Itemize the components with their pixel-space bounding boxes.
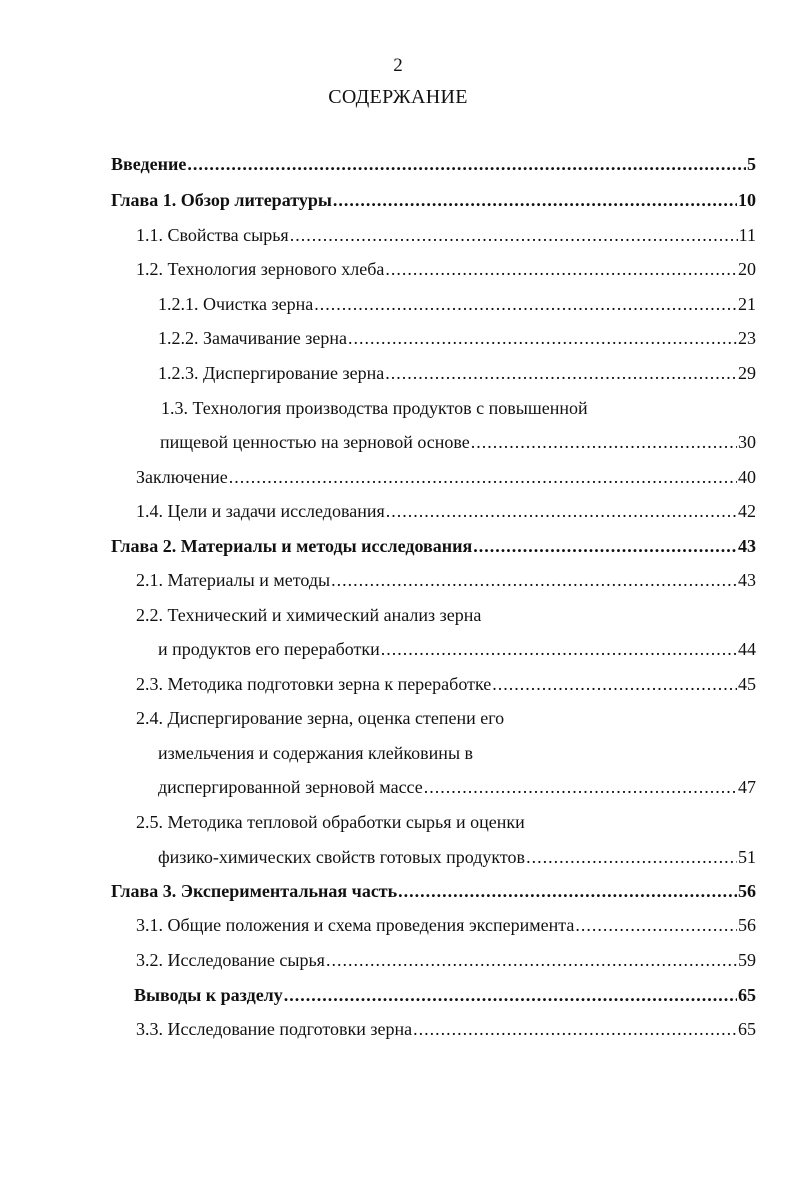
toc-entry-page: 65 [738, 1019, 756, 1039]
toc-entry-2-4-first-line: 2.4. Диспергирование зерна, оценка степени его [136, 708, 505, 728]
toc-entry-page: 51 [738, 847, 756, 867]
toc-entry-2-2 [158, 637, 756, 661]
toc-entry-page: 5 [747, 154, 756, 174]
toc-entry-2-4 [158, 775, 756, 799]
toc-leader-dots [398, 879, 737, 903]
toc-entry-text: Введение [111, 154, 187, 174]
toc-entry-text: 3.2. Исследование сырья [136, 950, 325, 970]
toc-leader-dots [385, 361, 737, 385]
toc-leader-dots [471, 430, 737, 454]
toc-leader-dots [385, 257, 737, 281]
toc-entry-page: 45 [738, 674, 756, 694]
toc-entry-text: 3.3. Исследование подготовки зерна [136, 1019, 413, 1039]
toc-entry-page: 44 [738, 639, 756, 659]
toc-entry-2-5 [158, 845, 756, 869]
toc-entry-text: Глава 3. Экспериментальная часть [111, 881, 398, 901]
toc-entry-1-1 [136, 223, 756, 247]
toc-entry-1-4 [136, 499, 756, 523]
toc-entry-3-1 [136, 913, 756, 937]
toc-leader-dots [575, 913, 737, 937]
toc-entry-text: 1.2.3. Диспергирование зерна [158, 363, 385, 383]
toc-leader-dots [187, 152, 746, 176]
toc-entry-chapter-1 [111, 188, 756, 212]
toc-entry-section-conclusions [134, 983, 756, 1007]
toc-leader-dots [492, 672, 737, 696]
toc-entry-text: 2.3. Методика подготовки зерна к переработке [136, 674, 492, 694]
toc-entry-1-3 [160, 430, 756, 454]
toc-entry-page: 40 [738, 467, 756, 487]
toc-entry-text: Глава 1. Обзор литературы [111, 190, 332, 210]
toc-entry-1-3-first-line: 1.3. Технология производства продуктов с повышенной [161, 398, 588, 418]
toc-entry-text: Заключение [136, 467, 228, 487]
toc-entry-page: 56 [738, 915, 756, 935]
toc-entry-2-2-first-line: 2.2. Технический и химический анализ зерна [136, 605, 482, 625]
toc-entry-text: 1.1. Свойства сырья [136, 225, 289, 245]
toc-entry-text: пищевой ценностью на зерновой основе [160, 432, 470, 452]
toc-entry-text: Выводы к разделу [134, 985, 283, 1005]
toc-entry-page: 29 [738, 363, 756, 383]
page-title: СОДЕРЖАНИЕ [328, 86, 468, 108]
toc-entry-text: физико-химических свойств готовых продуктов [158, 847, 526, 867]
toc-entry-2-4-second-line: измельчения и содержания клейковины в [158, 743, 474, 763]
toc-leader-dots [290, 223, 738, 247]
toc-entry-page: 20 [738, 259, 756, 279]
toc-entry-chapter-3 [111, 879, 756, 903]
toc-leader-dots [229, 465, 737, 489]
toc-leader-dots [326, 948, 737, 972]
toc-entry-text: 3.1. Общие положения и схема проведения эксперимента [136, 915, 575, 935]
toc-entry-chapter-2 [111, 534, 756, 558]
toc-leader-dots [473, 534, 737, 558]
toc-entry-page: 11 [738, 225, 756, 245]
toc-leader-dots [526, 845, 737, 869]
page-number: 2 [393, 55, 403, 76]
toc-entry-text: 1.2.2. Замачивание зерна [158, 328, 347, 348]
toc-entry-text: 1.4. Цели и задачи исследования [136, 501, 385, 521]
toc-entry-3-3 [136, 1017, 756, 1041]
toc-entry-page: 30 [738, 432, 756, 452]
toc-leader-dots [331, 568, 737, 592]
toc-entry-page: 65 [738, 985, 756, 1005]
toc-entry-page: 59 [738, 950, 756, 970]
toc-entry-2-3 [136, 672, 756, 696]
toc-entry-text: и продуктов его переработки [158, 639, 380, 659]
toc-entry-3-2 [136, 948, 756, 972]
toc-leader-dots [424, 775, 737, 799]
toc-entry-text: 2.1. Материалы и методы [136, 570, 331, 590]
toc-entry-2-1 [136, 568, 756, 592]
toc-entry-text: 1.2. Технология зернового хлеба [136, 259, 385, 279]
toc-leader-dots [284, 983, 737, 1007]
toc-entry-conclusion [136, 465, 756, 489]
toc-entry-page: 43 [738, 536, 756, 556]
toc-entry-1-2-3 [158, 361, 756, 385]
toc-leader-dots [314, 292, 737, 316]
toc-entry-1-2 [136, 257, 756, 281]
toc-leader-dots [413, 1017, 737, 1041]
toc-leader-dots [333, 188, 737, 212]
toc-entry-page: 21 [738, 294, 756, 314]
toc-entry-page: 47 [738, 777, 756, 797]
toc-leader-dots [348, 326, 737, 350]
toc-entry-text: 1.2.1. Очистка зерна [158, 294, 314, 314]
toc-entry-page: 56 [738, 881, 756, 901]
toc-entry-2-5-first-line: 2.5. Методика тепловой обработки сырья и оценки [136, 812, 525, 832]
toc-entry-1-2-1 [158, 292, 756, 316]
toc-entry-page: 10 [738, 190, 756, 210]
toc-entry-text: диспергированной зерновой массе [158, 777, 423, 797]
toc-entry-page: 43 [738, 570, 756, 590]
toc-entry-page: 42 [738, 501, 756, 521]
toc-leader-dots [386, 499, 737, 523]
toc-entry-text: Глава 2. Материалы и методы исследования [111, 536, 473, 556]
toc-entry-introduction [111, 152, 756, 176]
toc-entry-page: 23 [738, 328, 756, 348]
toc-leader-dots [381, 637, 737, 661]
toc-entry-1-2-2 [158, 326, 756, 350]
